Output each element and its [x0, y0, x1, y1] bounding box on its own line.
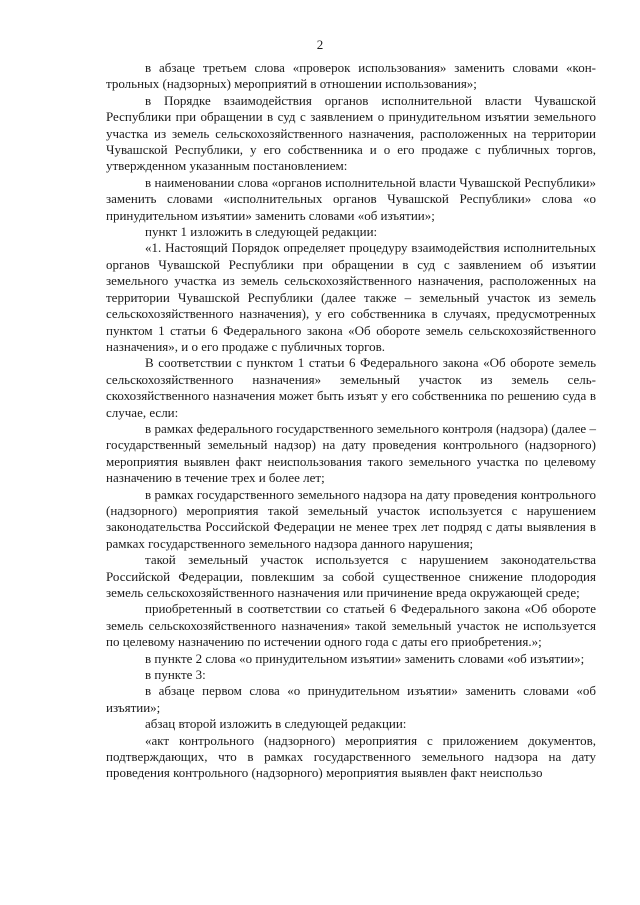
- paragraph: в абзаце первом слова «о принудительном изъятии» заменить словами «об изъятии»;: [106, 683, 596, 715]
- document-body: [106, 60, 596, 782]
- paragraph: В соответствии с пунктом 1 статьи 6 Федерального закона «Об обороте земель сельскохозяйственного назначения» земельный участок из земель сельскохозяйственного назначения может быть изъят у его собственника по решению суда в случае, если:: [106, 355, 596, 420]
- paragraph: «1. Настоящий Порядок определяет процедуру взаимодействия исполнительных органов Чувашской Республики при обращении в суд с заявлением об изъятии земельного участка из земель сельскохозяйственного назначения, расположенных на территории Чувашской Республики (далее также – земельный участок из земель сельскохозяйственного назначения), у его собственника в случаях, предусмотренных пунктом 1 статьи 6 Федерального закона «Об обороте земель сельскохозяйственного назначения», и о его продаже с публичных торгов.: [106, 240, 596, 354]
- paragraph: абзац второй изложить в следующей редакции:: [145, 716, 407, 732]
- page-number: 2: [316, 37, 324, 52]
- paragraph: приобретенный в соответствии со статьей 6 Федерального закона «Об обороте земель сельскохозяйственного назначения» такой земельный участок не используется по целевому назначению по истечении одного года с даты его приобретения.»;: [106, 601, 596, 650]
- paragraph: «акт контрольного (надзорного) мероприятия с приложением документов, подтверждающих, что в рамках государственного земельного надзора на дату проведения контрольного (надзорного) мероприятия выявлен факт неиспользо: [106, 732, 596, 781]
- paragraph: в наименовании слова «органов исполнительной власти Чувашской Республики» заменить словами «исполнительных органов Чувашской Республики» слова «о принудительном изъятии» заменить словами «об изъятии»;: [106, 174, 596, 223]
- paragraph: пункт 1 изложить в следующей редакции:: [145, 224, 378, 240]
- paragraph: в пункте 3:: [145, 667, 206, 683]
- paragraph: в рамках федерального государственного земельного контроля (надзора) (далее – государственный земельный надзор) на дату проведения контрольного (надзорного) мероприятия выявлен факт неиспользования такого земельного участка по целевому назначению в течение трех и более лет;: [106, 420, 596, 486]
- paragraph: в Порядке взаимодействия органов исполнительной власти Чувашской Республики при обращении в суд с заявлением о принудительном изъятии земельного участка из земель сельскохозяйственного назначения, расположенных на территории Чувашской Республики, у его собственника и о его продаже с публичных торгов, утвержденном указанным постановлением:: [106, 92, 596, 174]
- paragraph: в пункте 2 слова «о принудительном изъятии» заменить словами «об изъятии»;: [145, 650, 585, 666]
- paragraph: такой земельный участок используется с нарушением законодательства Российской Федерации, повлекшим за собой существенное снижение плодородия земель сельскохозяйственного назначения или причинение вреда окружающей среде;: [106, 552, 596, 600]
- paragraph: в рамках государственного земельного надзора на дату проведения контрольного (надзорного) мероприятия такой земельный участок используется с нарушением законодательства Российской Федерации не менее трех лет подряд с даты выявления в рамках государственного земельного надзора данного нарушения;: [106, 486, 596, 551]
- paragraph: в абзаце третьем слова «проверок использования» заменить словами «контрольных (надзорных) мероприятий в отношении использования»;: [106, 60, 596, 92]
